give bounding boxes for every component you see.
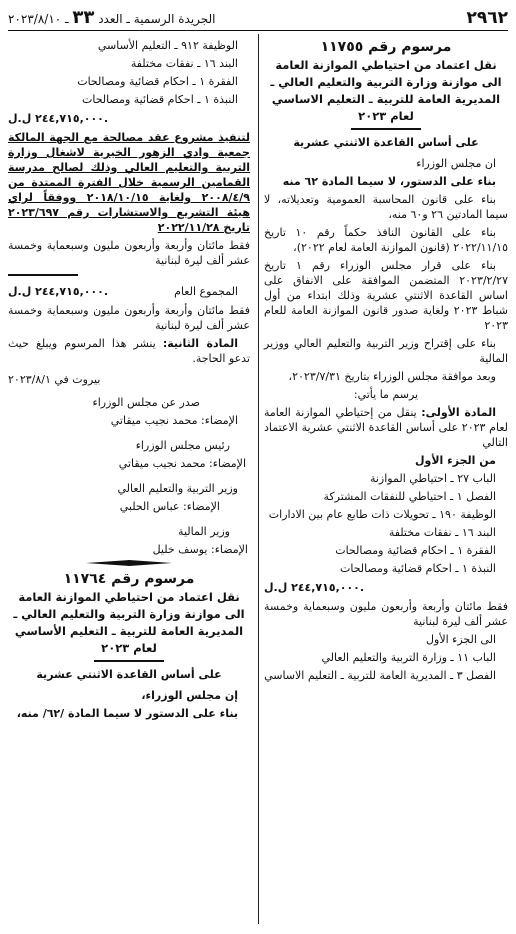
budget-line: البند ١٦ ـ نفقات مختلفة — [130, 57, 238, 70]
purpose-text: لتنفيذ مشروع عقد مصالحة مع الجهة المالكة جمعية وادي الزهور الخيرية لاشغال وزارة التربية والتعليم العالي وذلك لصالح مدرسة القمامين الرسمية خلال الفترة الممتدة من ٢٠٠٨/٤/٩ ولغاية ٢٠١٨/١٠/١٥ ووفقاً لراي هيئة التشريع والاستشارات رقم ٢٠٢٣/٦٩٧ تاريخ ٢٠٢٢/١١/٢٨ — [8, 131, 250, 234]
right-column — [264, 34, 508, 686]
article-1 — [264, 405, 508, 450]
preamble-para: بناء على قرار مجلس الوزراء رقم ١ تاريخ ٢٠٢٣/٢/٢٧ المتضمن الموافقة على الانفاق على اساس القاعدة الاثنتي عشرية وذلك ابتداء من أول شباط ٢٠٢٣ ولغاية صدور قانون الموازنة العامة للعام ٢٠٢٣ — [264, 259, 509, 332]
preamble-para: بناء على إقتراح وزير التربية والتعليم العالي ووزير المالية — [264, 337, 508, 365]
subject-line: الى موازنة وزارة التربية والتعليم العالي ـ — [13, 607, 245, 621]
decree-title: مرسوم رقم ١١٧٦٤ — [63, 571, 195, 587]
budget-line: الباب ١١ ـ وزارة التربية والتعليم العالي — [321, 651, 496, 664]
preamble-para: بناء على القانون النافذ حكماً رقم ١٠ تاريخ ٢٠٢٢/١١/١٥ (قانون الموازنة العامة لعام ٢٠٢٢)، — [264, 226, 508, 254]
subject-line: نقل اعتماد من احتياطي الموازنة العامة — [18, 590, 240, 604]
amount-words: فقط مائتان وأربعة وأربعون مليون وسبعماية وخمسة عشر ألف ليرة لبنانية — [264, 600, 508, 628]
left-column — [8, 34, 250, 724]
budget-line: الفصل ٣ ـ المديرية العامة للتربية ـ التعليم الاساسي — [264, 669, 496, 682]
decree-separator-ornament — [8, 560, 250, 566]
decree-subject — [8, 589, 250, 657]
signature-line: الإمضاء: محمد نجيب ميقاتي — [110, 414, 238, 427]
decree-title: مرسوم رقم ١١٧٥٥ — [320, 39, 452, 55]
place-date: بيروت في ٢٠٢٣/٨/١ — [8, 373, 101, 386]
subject-line: الى موازنة وزارة التربية والتعليم العالي ـ — [270, 75, 502, 89]
preamble-para: بناء على الدستور لا سيما المادة /٦٢/ منه، — [16, 707, 238, 720]
decree-basis: على أساس القاعدة الاثنتي عشرية — [293, 136, 479, 149]
signature-line: وزير المالية — [178, 525, 230, 538]
decree-clause: يرسم ما يأتي: — [353, 388, 419, 401]
decree-basis: على أساس القاعدة الاثنتي عشرية — [36, 668, 222, 681]
total-amount: ٢٤٤,٧١٥,٠٠٠ ل.ل. — [8, 285, 109, 298]
gazette-name: الجريدة الرسمية ـ العدد — [98, 12, 216, 26]
amount-words: فقط مائتان وأربعة وأربعون مليون وسبعماية وخمسة عشر ألف ليرة لبنانية — [8, 304, 250, 332]
budget-line: الفقرة ١ ـ احكام قضائية ومصالحات — [335, 544, 496, 557]
preamble-para: بناء على الدستور، لا سيما المادة ٦٢ منه — [282, 175, 496, 188]
council-intro: إن مجلس الوزراء، — [141, 689, 238, 702]
section-separator — [8, 274, 78, 276]
budget-line: البند ١٦ ـ نفقات مختلفة — [388, 526, 496, 539]
title-separator — [351, 128, 421, 130]
article-2 — [8, 336, 250, 366]
article-label: المادة الأولى: — [421, 406, 496, 419]
budget-line: النبذة ١ ـ احكام قضائية ومصالحات — [340, 562, 496, 575]
part-heading: الى الجزء الأول — [426, 633, 496, 646]
budget-line: الفقرة ١ ـ احكام قضائية ومصالحات — [77, 75, 238, 88]
preamble-para: وبعد موافقة مجلس الوزراء بتاريخ ٢٠٢٣/٧/٣١، — [288, 370, 496, 383]
budget-line: الفصل ١ ـ احتياطي للنفقات المشتركة — [323, 490, 496, 503]
subject-line: المديرية العامة للتربية ـ التعليم الأساسي — [14, 624, 244, 638]
subject-line: المديرية العامة للتربية ـ التعليم الاساسي — [271, 92, 501, 106]
page-number: ٢٩٦٢ — [466, 8, 508, 28]
subject-line: لعام ٢٠٢٣ — [358, 109, 414, 123]
signature-line: الإمضاء: عباس الحلبي — [119, 500, 220, 513]
signature-line: وزير التربية والتعليم العالي — [117, 482, 238, 495]
page-header — [8, 6, 508, 31]
budget-line: الباب ٢٧ ـ احتياطي الموازنة — [369, 472, 496, 485]
gazette-issue — [8, 7, 216, 28]
budget-line: النبذة ١ ـ احكام قضائية ومصالحات — [82, 93, 238, 106]
decree-subject — [264, 57, 508, 125]
amount: ٢٤٤,٧١٥,٠٠٠ ل.ل. — [8, 112, 109, 125]
signature-line: الإمضاء: محمد نجيب ميقاتي — [118, 457, 246, 470]
issue-date: ـ ٢٠٢٣/٨/١٠ — [8, 12, 69, 26]
part-heading: من الجزء الأول — [414, 454, 496, 467]
article-label: المادة الثانية: — [162, 337, 238, 350]
signature-line: الإمضاء: يوسف خليل — [152, 543, 248, 556]
preamble-para: بناء على قانون المحاسبة العمومية وتعديلاته، لا سيما المادتين ٢٦ و٦٠ منه، — [264, 193, 508, 221]
subject-line: نقل اعتماد من احتياطي الموازنة العامة — [275, 58, 497, 72]
signature-line: رئيس مجلس الوزراء — [135, 439, 230, 452]
total-label: المجموع العام — [174, 285, 238, 298]
subject-line: لعام ٢٠٢٣ — [101, 641, 157, 655]
article-text: ينقل من إحتياطي الموازنة العامة لعام ٢٠٢٣ على أساس القاعدة الاثنتي عشرية الاعتماد التالي — [264, 406, 508, 449]
amount-words: فقط مائتان وأربعة وأربعون مليون وسبعماية وخمسة عشر ألف ليرة لبنانية — [8, 239, 250, 267]
column-divider — [258, 34, 259, 924]
article-text: ينشر هذا المرسوم ويبلغ حيث تدعو الحاجة. — [8, 337, 250, 365]
total-row — [8, 284, 250, 299]
issue-number: ٣٣ — [72, 7, 95, 28]
budget-line: الوظيفة ٩١٢ ـ التعليم الأساسي — [97, 39, 238, 52]
signature-line: صدر عن مجلس الوزراء — [92, 396, 200, 409]
council-intro: ان مجلس الوزراء — [416, 157, 496, 170]
title-separator — [94, 660, 164, 662]
amount: ٢٤٤,٧١٥,٠٠٠ ل.ل. — [264, 581, 365, 594]
budget-line: الوظيفة ١٩٠ ـ تحويلات ذات طابع عام بين الادارات — [268, 508, 496, 521]
